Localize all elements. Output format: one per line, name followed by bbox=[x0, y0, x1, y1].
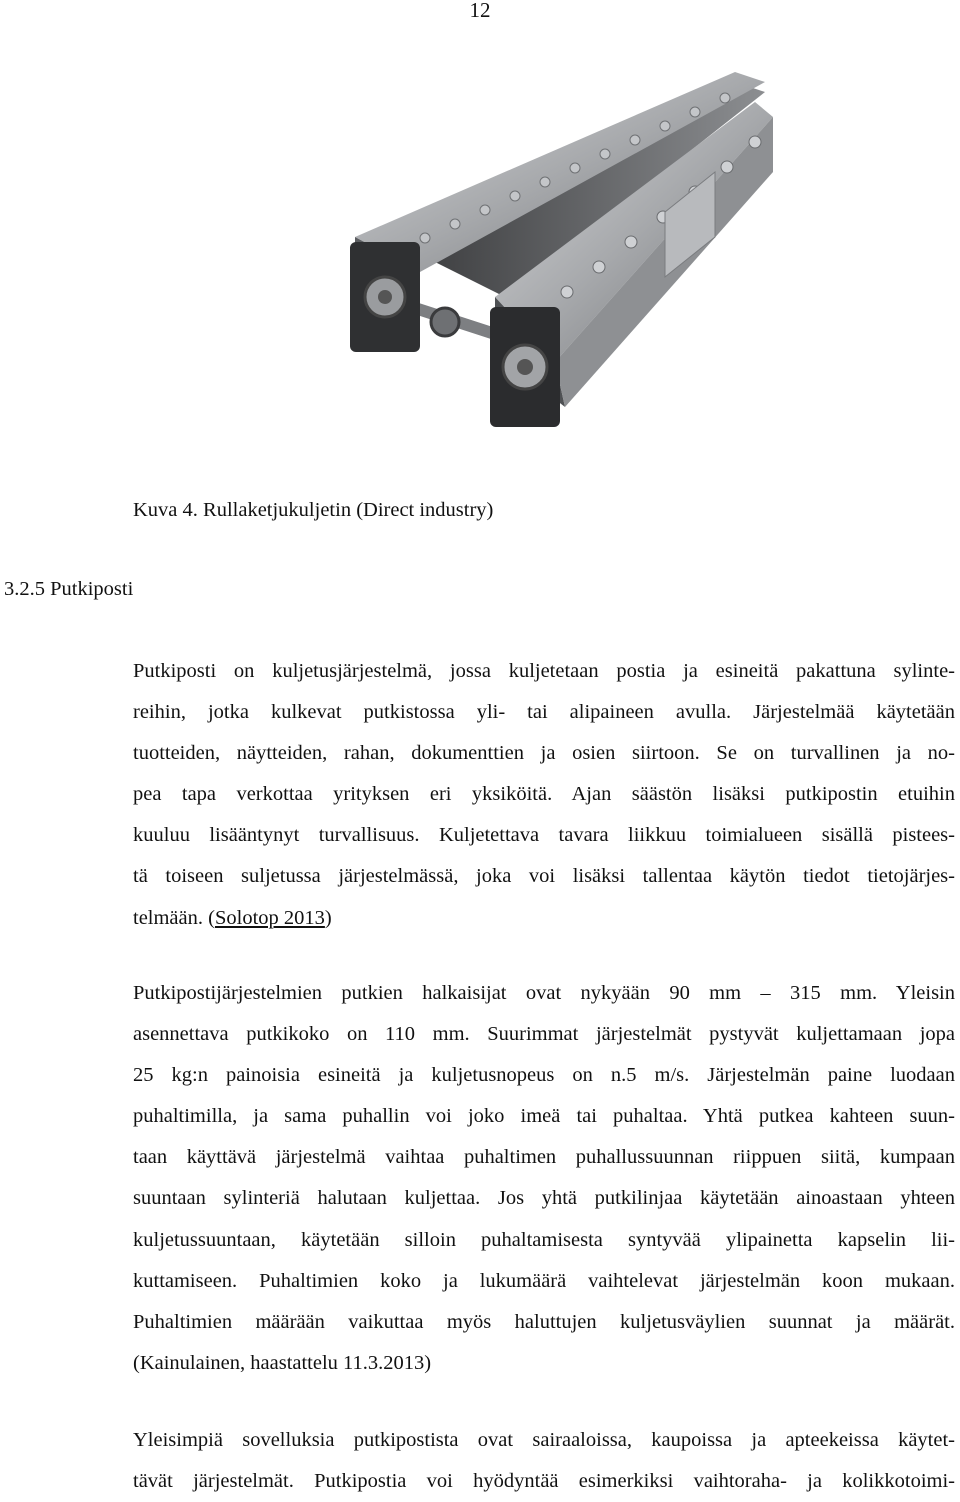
paragraph-line: taan käyttävä järjestelmä vaihtaa puhaltimen puhallussuunnan riippuen siitä, kumpaan bbox=[133, 1146, 955, 1169]
paragraph-line: 25 kg:n painoisia esineitä ja kuljetusnopeus on n.5 m/s. Järjestelmän paine luodaan bbox=[133, 1064, 955, 1087]
paragraph-line: Puhaltimien määrään vaikuttaa myös haluttujen kuljetusväylien suunnat ja määrät. bbox=[133, 1310, 955, 1333]
paragraph-line: kuljetussuuntaan, käytetään silloin puhaltamisesta syntyvää ylipainetta kapselin lii- bbox=[133, 1228, 955, 1251]
paragraph-line: Yleisimpiä sovelluksia putkipostista ovat sairaaloissa, kaupoissa ja apteekeissa käytet- bbox=[133, 1429, 955, 1451]
paragraph-line: puhaltimilla, ja sama puhallin voi joko imeä tai puhaltaa. Yhtä putkea kahteen suun- bbox=[133, 1105, 955, 1128]
section-heading: 3.2.5 Putkiposti bbox=[4, 578, 134, 600]
citation-link[interactable]: Solotop 2013 bbox=[214, 906, 325, 929]
paragraph-3 bbox=[133, 1420, 955, 1502]
text-fragment: telmään. ( bbox=[133, 906, 215, 929]
paragraph-line: reihin, jotka kulkevat putkistossa yli- tai alipaineen avulla. Järjestelmää käytetään bbox=[133, 701, 955, 724]
paragraph-line: suuntaan sylinteriä halutaan kuljettaa. Jos yhtä putkilinjaa käytetään ainoastaan yhteen bbox=[133, 1187, 955, 1210]
paragraph-line: pea tapa verkottaa yrityksen eri yksiköitä. Ajan säästön lisäksi putkipostin etuihin bbox=[133, 783, 955, 806]
paragraph-line: kuttamiseen. Puhaltimien koko ja lukumäärä vaihtelevat järjestelmän koon mukaan. bbox=[133, 1269, 955, 1292]
paragraph-line: kuuluu lisääntynyt turvallisuus. Kuljetettava tavara liikkuu toimialueen sisällä pistees- bbox=[133, 824, 955, 847]
paragraph-line: tävät järjestelmät. Putkipostia voi hyödyntää esimerkiksi vaihtoraha- ja kolikkotoimi- bbox=[133, 1470, 955, 1493]
paragraph-line bbox=[133, 898, 955, 939]
paragraph-1 bbox=[133, 651, 955, 939]
roller-chain-conveyor-image bbox=[335, 62, 775, 442]
conveyor-figure bbox=[335, 62, 775, 442]
paragraph-line: (Kainulainen, haastattelu 11.3.2013) bbox=[133, 1351, 432, 1374]
paragraph-line: asennettava putkikoko on 110 mm. Suurimmat järjestelmät pystyvät kuljettamaan jopa bbox=[133, 1023, 955, 1046]
page-number: 12 bbox=[469, 0, 491, 22]
figure-caption: Kuva 4. Rullaketjukuljetin (Direct industry) bbox=[133, 499, 494, 521]
paragraph-2 bbox=[133, 973, 955, 1384]
paragraph-line: Putkipostijärjestelmien putkien halkaisijat ovat nykyään 90 mm – 315 mm. Yleisin bbox=[133, 982, 955, 1004]
paragraph-line: tä toiseen suljetussa järjestelmässä, joka voi lisäksi tallentaa käytön tiedot tietojärjes- bbox=[133, 865, 955, 888]
paragraph-line: tuotteiden, näytteiden, rahan, dokumenttien ja osien siirtoon. Se on turvallinen ja no- bbox=[133, 742, 955, 765]
paragraph-line: Putkiposti on kuljetusjärjestelmä, jossa kuljetetaan postia ja esineitä pakattuna sylinte- bbox=[133, 660, 955, 682]
text-fragment: ) bbox=[324, 906, 332, 929]
